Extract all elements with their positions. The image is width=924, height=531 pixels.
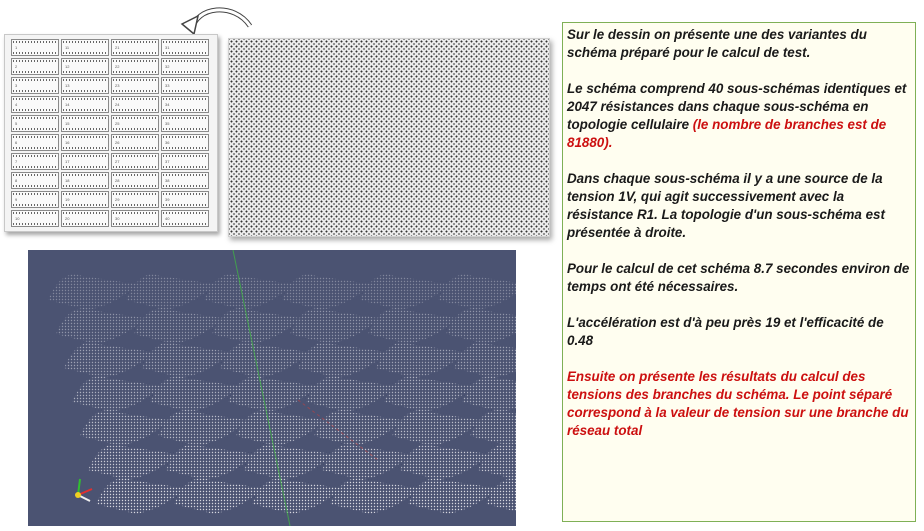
subschema-cell bbox=[111, 153, 159, 170]
voltage-ridge bbox=[48, 274, 136, 310]
voltage-ridge bbox=[236, 410, 324, 446]
subschema-cell-label: 38 bbox=[165, 178, 170, 183]
subschema-cell bbox=[111, 77, 159, 94]
subschema-cell bbox=[11, 115, 59, 132]
subschema-cell bbox=[11, 77, 59, 94]
subschema-cell-label: 36 bbox=[165, 140, 170, 145]
subschema-cell bbox=[61, 115, 109, 132]
voltage-ridge bbox=[96, 478, 184, 514]
subschema-cell bbox=[161, 134, 209, 151]
subschema-cell-label: 25 bbox=[115, 121, 120, 126]
subschema-cell bbox=[111, 115, 159, 132]
voltage-ridge bbox=[158, 410, 246, 446]
subschema-cell-label: 21 bbox=[115, 45, 120, 50]
voltage-ridge bbox=[306, 376, 394, 412]
subschema-grid-panel bbox=[4, 34, 218, 232]
voltage-point-cloud bbox=[28, 250, 516, 526]
voltage-ridge bbox=[212, 308, 300, 344]
subschema-cell-label: 17 bbox=[65, 159, 70, 164]
subschema-cell bbox=[61, 134, 109, 151]
paragraph-intro: Sur le dessin on présente une des variantes du schéma préparé pour le calcul de test. bbox=[567, 27, 867, 60]
subschema-cell bbox=[61, 96, 109, 113]
subschema-cell-label: 28 bbox=[115, 178, 120, 183]
voltage-ridge bbox=[360, 274, 448, 310]
subschema-cell bbox=[11, 134, 59, 151]
voltage-ridge bbox=[150, 376, 238, 412]
subschema-cell-label: 22 bbox=[115, 64, 120, 69]
voltage-ridge bbox=[252, 478, 340, 514]
subschema-cell bbox=[61, 77, 109, 94]
subschema-cell-label: 4 bbox=[15, 102, 18, 107]
subschema-cell bbox=[161, 191, 209, 208]
paragraph-scheme bbox=[567, 80, 911, 152]
subschema-cell-label: 33 bbox=[165, 83, 170, 88]
subschema-cell-label: 7 bbox=[15, 159, 18, 164]
subschema-cell bbox=[161, 39, 209, 56]
subschema-cell bbox=[111, 96, 159, 113]
subschema-grid bbox=[11, 39, 209, 227]
axes-triad-icon bbox=[75, 479, 92, 501]
subschema-cell bbox=[161, 172, 209, 189]
subschema-cell-label: 26 bbox=[115, 140, 120, 145]
scheme-description: Le schéma comprend 40 sous-schémas identiques et 2047 résistances dans chaque sous-schéma en topologie cellulaire bbox=[567, 81, 907, 132]
voltage-ridge bbox=[330, 478, 418, 514]
voltage-ridge bbox=[486, 478, 516, 514]
subschema-cell bbox=[161, 210, 209, 227]
subschema-cell bbox=[61, 58, 109, 75]
voltage-ridge bbox=[298, 342, 386, 378]
voltage-ridge bbox=[88, 444, 176, 480]
subschema-topology-image bbox=[228, 38, 550, 237]
voltage-ridge bbox=[446, 308, 516, 344]
subschema-cell bbox=[111, 210, 159, 227]
subschema-cell-label: 11 bbox=[65, 45, 70, 50]
subschema-cell-label: 12 bbox=[65, 64, 70, 69]
voltage-ridge bbox=[408, 478, 496, 514]
paragraph-source: Dans chaque sous-schéma il y a une source de la tension 1V, qui agit successivement avec la résistance R1. La topologie d'un sous-schéma est présentée à droite. bbox=[567, 171, 885, 240]
voltage-ridge bbox=[80, 410, 168, 446]
subschema-cell bbox=[11, 191, 59, 208]
subschema-cell-label: 13 bbox=[65, 83, 70, 88]
paragraph-acceleration: L'accélération est d'à peu près 19 et l'efficacité de 0.48 bbox=[567, 315, 884, 348]
subschema-cell bbox=[11, 210, 59, 227]
voltage-ridge bbox=[322, 444, 410, 480]
subschema-cell-label: 8 bbox=[15, 178, 18, 183]
subschema-cell-label: 18 bbox=[65, 178, 70, 183]
subschema-cell bbox=[11, 172, 59, 189]
subschema-cell-label: 6 bbox=[15, 140, 18, 145]
subschema-cell-label: 31 bbox=[165, 45, 170, 50]
voltage-ridge bbox=[166, 444, 254, 480]
voltage-ridge bbox=[142, 342, 230, 378]
voltage-ridge bbox=[126, 274, 214, 310]
voltage-ridge bbox=[134, 308, 222, 344]
subschema-cell-label: 30 bbox=[115, 216, 120, 221]
subschema-cell-label: 39 bbox=[165, 197, 170, 202]
voltage-ridge bbox=[174, 478, 262, 514]
voltage-ridge bbox=[478, 444, 516, 480]
voltage-ridge bbox=[64, 342, 152, 378]
voltage-ridge bbox=[438, 274, 516, 310]
voltage-ridge bbox=[220, 342, 308, 378]
voltage-ridge bbox=[462, 376, 516, 412]
voltage-ridge bbox=[470, 410, 516, 446]
voltage-ridge bbox=[376, 342, 464, 378]
subschema-cell bbox=[161, 77, 209, 94]
subschema-cell-label: 24 bbox=[115, 102, 120, 107]
paragraph-results: Ensuite on présente les résultats du calcul des tensions des branches du schéma. Le point séparé correspond à la valeur de tension sur une branche du réseau total bbox=[567, 369, 909, 438]
voltage-ridge bbox=[56, 308, 144, 344]
subschema-cell bbox=[161, 96, 209, 113]
subschema-cell-label: 15 bbox=[65, 121, 70, 126]
subschema-cell bbox=[111, 39, 159, 56]
subschema-cell bbox=[11, 58, 59, 75]
subschema-cell bbox=[161, 58, 209, 75]
voltage-ridge bbox=[244, 444, 332, 480]
subschema-cell bbox=[61, 191, 109, 208]
subschema-cell-label: 32 bbox=[165, 64, 170, 69]
subschema-cell-label: 16 bbox=[65, 140, 70, 145]
subschema-cell-label: 29 bbox=[115, 197, 120, 202]
subschema-cell-label: 10 bbox=[15, 216, 20, 221]
subschema-cell bbox=[161, 115, 209, 132]
subschema-cell-label: 23 bbox=[115, 83, 120, 88]
subschema-cell bbox=[11, 153, 59, 170]
subschema-cell bbox=[111, 172, 159, 189]
subschema-cell bbox=[61, 210, 109, 227]
voltage-ridge bbox=[454, 342, 516, 378]
subschema-cell bbox=[61, 172, 109, 189]
subschema-cell-label: 3 bbox=[15, 83, 18, 88]
subschema-cell-label: 2 bbox=[15, 64, 18, 69]
subschema-cell-label: 37 bbox=[165, 159, 170, 164]
subschema-cell-label: 5 bbox=[15, 121, 18, 126]
subschema-cell bbox=[61, 153, 109, 170]
subschema-cell bbox=[111, 58, 159, 75]
voltage-ridge bbox=[368, 308, 456, 344]
subschema-cell-label: 40 bbox=[165, 216, 170, 221]
subschema-cell-label: 20 bbox=[65, 216, 70, 221]
voltage-3d-plot bbox=[28, 250, 516, 526]
subschema-cell-label: 19 bbox=[65, 197, 70, 202]
subschema-cell bbox=[11, 39, 59, 56]
subschema-cell-label: 34 bbox=[165, 102, 170, 107]
subschema-cell bbox=[111, 134, 159, 151]
description-textbox bbox=[562, 22, 916, 522]
branch-count-note: (le nombre de branches est de 81880). bbox=[567, 117, 887, 150]
subschema-cell-label: 14 bbox=[65, 102, 70, 107]
voltage-ridge bbox=[72, 376, 160, 412]
subschema-cell bbox=[111, 191, 159, 208]
voltage-ridge bbox=[314, 410, 402, 446]
voltage-ridge bbox=[282, 274, 370, 310]
subschema-cell bbox=[161, 153, 209, 170]
voltage-ridge bbox=[392, 410, 480, 446]
subschema-cell bbox=[61, 39, 109, 56]
voltage-ridge bbox=[228, 376, 316, 412]
voltage-ridge bbox=[290, 308, 378, 344]
curved-arrow-icon bbox=[178, 0, 258, 36]
subschema-cell-label: 35 bbox=[165, 121, 170, 126]
paragraph-time: Pour le calcul de cet schéma 8.7 secondes environ de temps ont été nécessaires. bbox=[567, 261, 910, 294]
subschema-cell bbox=[11, 96, 59, 113]
subschema-cell-label: 1 bbox=[15, 45, 18, 50]
voltage-ridge bbox=[204, 274, 292, 310]
voltage-ridge bbox=[400, 444, 488, 480]
subschema-cell-label: 27 bbox=[115, 159, 120, 164]
subschema-cell-label: 9 bbox=[15, 197, 18, 202]
voltage-ridge bbox=[384, 376, 472, 412]
